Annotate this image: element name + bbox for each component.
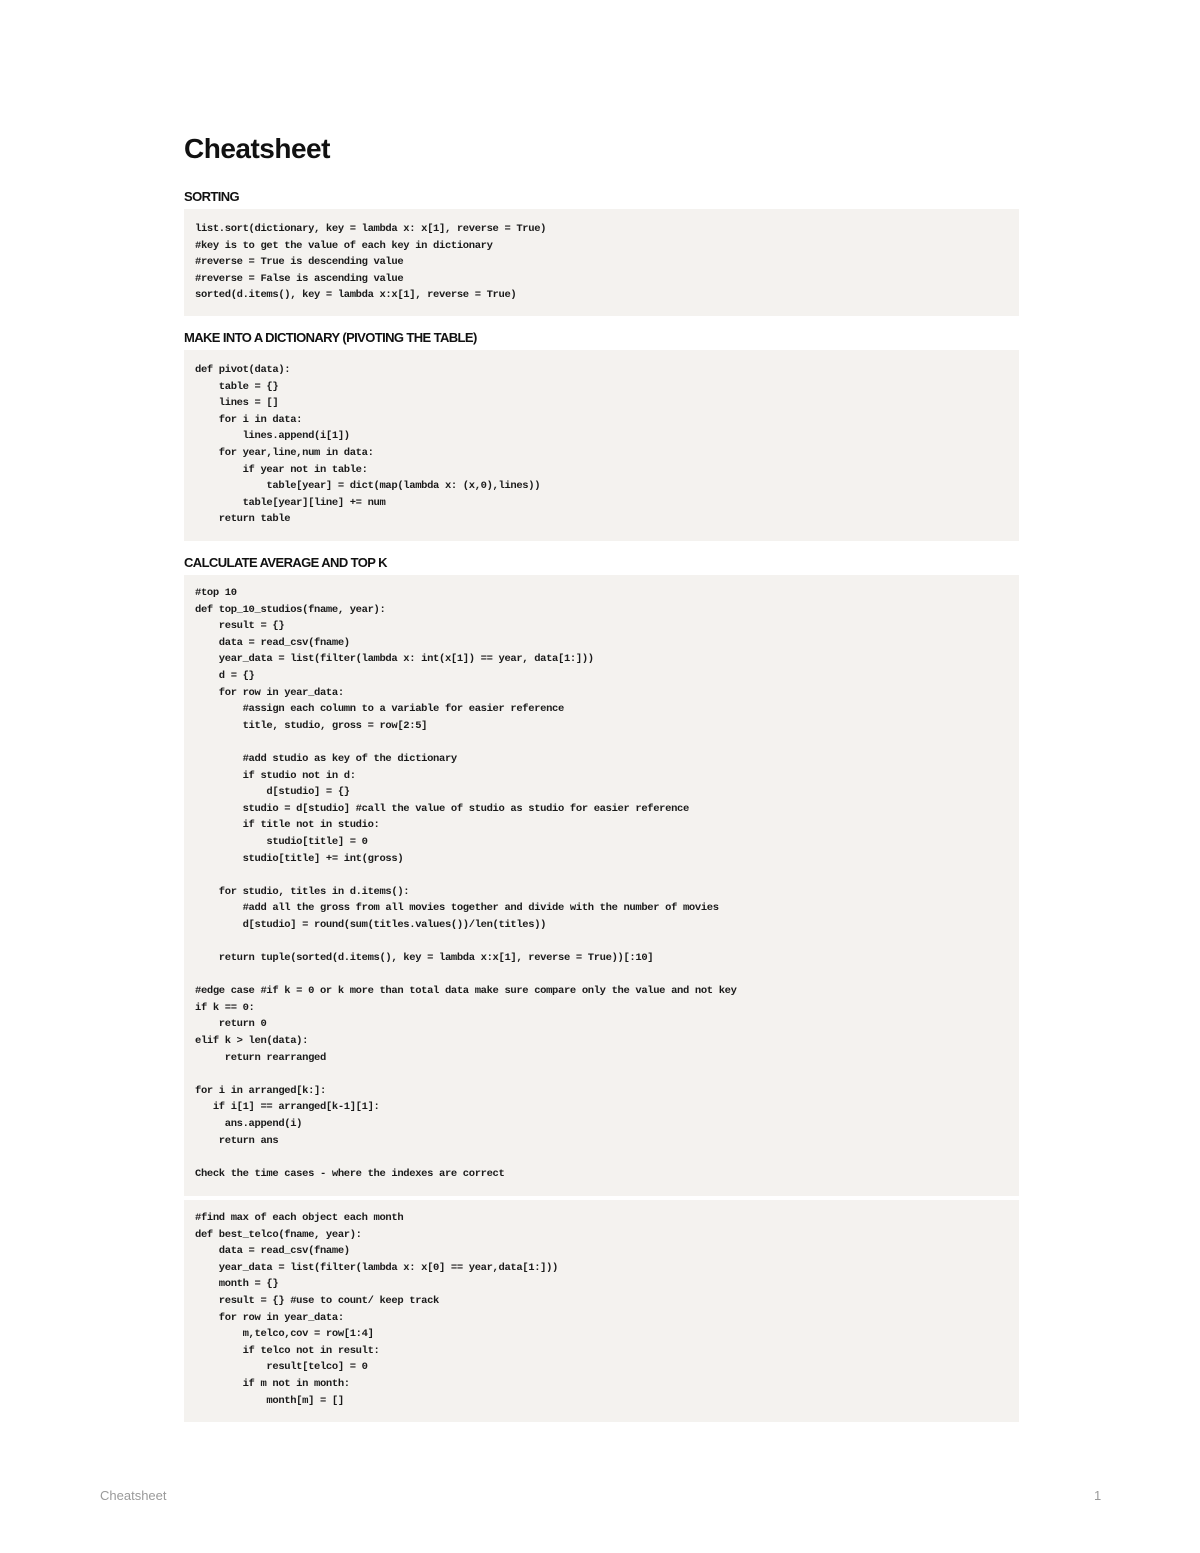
code-line: #reverse = True is descending value — [195, 256, 404, 269]
code-line — [195, 967, 1019, 984]
section-heading-sorting: SORTING — [184, 189, 240, 204]
code-line: def top_10_studios(fname, year): — [195, 603, 386, 616]
code-line: #top 10 — [195, 587, 237, 599]
code-line: elif k > len(data): — [195, 1035, 309, 1048]
code-line: table[year] = dict(map(lambda x: (x,0),lines)) — [195, 480, 541, 493]
code-line: if studio not in d: — [195, 769, 356, 782]
code-line: table = {} — [195, 380, 279, 393]
code-line: #assign each column to a variable for easier reference — [195, 703, 564, 716]
code-block-best-telco — [184, 1200, 1019, 1422]
code-line: for row in year_data: — [195, 1311, 344, 1324]
code-line: return tuple(sorted(d.items(), key = lambda x:x[1], reverse = True))[:10] — [195, 952, 654, 965]
code-line — [195, 1066, 1019, 1083]
code-line: data = read_csv(fname) — [195, 1245, 350, 1258]
code-line: if title not in studio: — [195, 819, 380, 832]
footer-title: Cheatsheet — [100, 1488, 167, 1503]
code-line — [195, 867, 1019, 884]
code-line: month[m] = [] — [195, 1394, 344, 1407]
code-line: for i in data: — [195, 413, 303, 426]
code-line: return 0 — [195, 1018, 267, 1031]
code-line: ans.append(i) — [195, 1118, 303, 1130]
code-line: Check the time cases - where the indexes are correct — [195, 1167, 505, 1180]
code-line: d[studio] = round(sum(titles.values())/len(titles)) — [195, 918, 547, 931]
code-line: lines = [] — [195, 397, 279, 410]
code-line: return table — [195, 513, 291, 526]
code-block-sorting — [184, 209, 1019, 316]
code-line: for year,line,num in data: — [195, 446, 374, 459]
code-block-pivot — [184, 350, 1019, 541]
footer-page-number: 1 — [1094, 1488, 1102, 1503]
code-line: for row in year_data: — [195, 686, 344, 699]
code-line: result[telco] = 0 — [195, 1361, 368, 1374]
code-line: return rearranged — [195, 1051, 326, 1064]
page-title: Cheatsheet — [184, 133, 330, 164]
code-line — [195, 1149, 1019, 1166]
section-heading-pivot: MAKE INTO A DICTIONARY (PIVOTING THE TABLE) — [184, 330, 477, 345]
code-line: if i[1] == arranged[k-1][1]: — [195, 1101, 380, 1114]
code-line: m,telco,cov = row[1:4] — [195, 1328, 374, 1341]
code-line: year_data = list(filter(lambda x: int(x[1]) == year, data[1:])) — [195, 653, 594, 666]
code-line: #key is to get the value of each key in dictionary — [195, 239, 493, 252]
code-line: if k == 0: — [195, 1001, 255, 1014]
code-line: table[year][line] += num — [195, 496, 386, 509]
code-line: if year not in table: — [195, 463, 368, 476]
code-line: #add studio as key of the dictionary — [195, 752, 457, 765]
code-block-average-top-k — [184, 575, 1019, 1196]
code-line: for studio, titles in d.items(): — [195, 885, 410, 898]
code-line: def pivot(data): — [195, 364, 291, 376]
code-line: studio[title] = 0 — [195, 835, 368, 848]
code-line: title, studio, gross = row[2:5] — [195, 719, 428, 732]
code-line: if telco not in result: — [195, 1344, 380, 1357]
code-line: for i in arranged[k:]: — [195, 1084, 326, 1097]
code-line: year_data = list(filter(lambda x: x[0] == year,data[1:])) — [195, 1261, 559, 1274]
code-line: result = {} — [195, 620, 285, 633]
code-line: return ans — [195, 1134, 279, 1147]
code-line: data = read_csv(fname) — [195, 636, 350, 649]
code-line: list.sort(dictionary, key = lambda x: x[1], reverse = True) — [195, 223, 547, 235]
code-line: #reverse = False is ascending value — [195, 272, 404, 285]
code-line: #edge case #if k = 0 or k more than total data make sure compare only the value and not key — [195, 985, 737, 998]
code-line: d[studio] = {} — [195, 786, 350, 799]
code-line: month = {} — [195, 1278, 279, 1291]
code-line — [195, 734, 1019, 751]
code-line: #find max of each object each month — [195, 1212, 404, 1224]
code-line: if m not in month: — [195, 1377, 350, 1390]
code-line: sorted(d.items(), key = lambda x:x[1], reverse = True) — [195, 289, 517, 302]
code-line: studio[title] += int(gross) — [195, 852, 404, 865]
code-line — [195, 933, 1019, 950]
code-line: lines.append(i[1]) — [195, 430, 350, 443]
code-line: def best_telco(fname, year): — [195, 1228, 362, 1241]
code-line: #add all the gross from all movies together and divide with the number of movies — [195, 902, 719, 915]
code-line: studio = d[studio] #call the value of studio as studio for easier reference — [195, 802, 689, 815]
code-line: result = {} #use to count/ keep track — [195, 1294, 439, 1307]
section-heading-average-top-k: CALCULATE AVERAGE AND TOP K — [184, 555, 387, 570]
code-line: d = {} — [195, 669, 255, 682]
